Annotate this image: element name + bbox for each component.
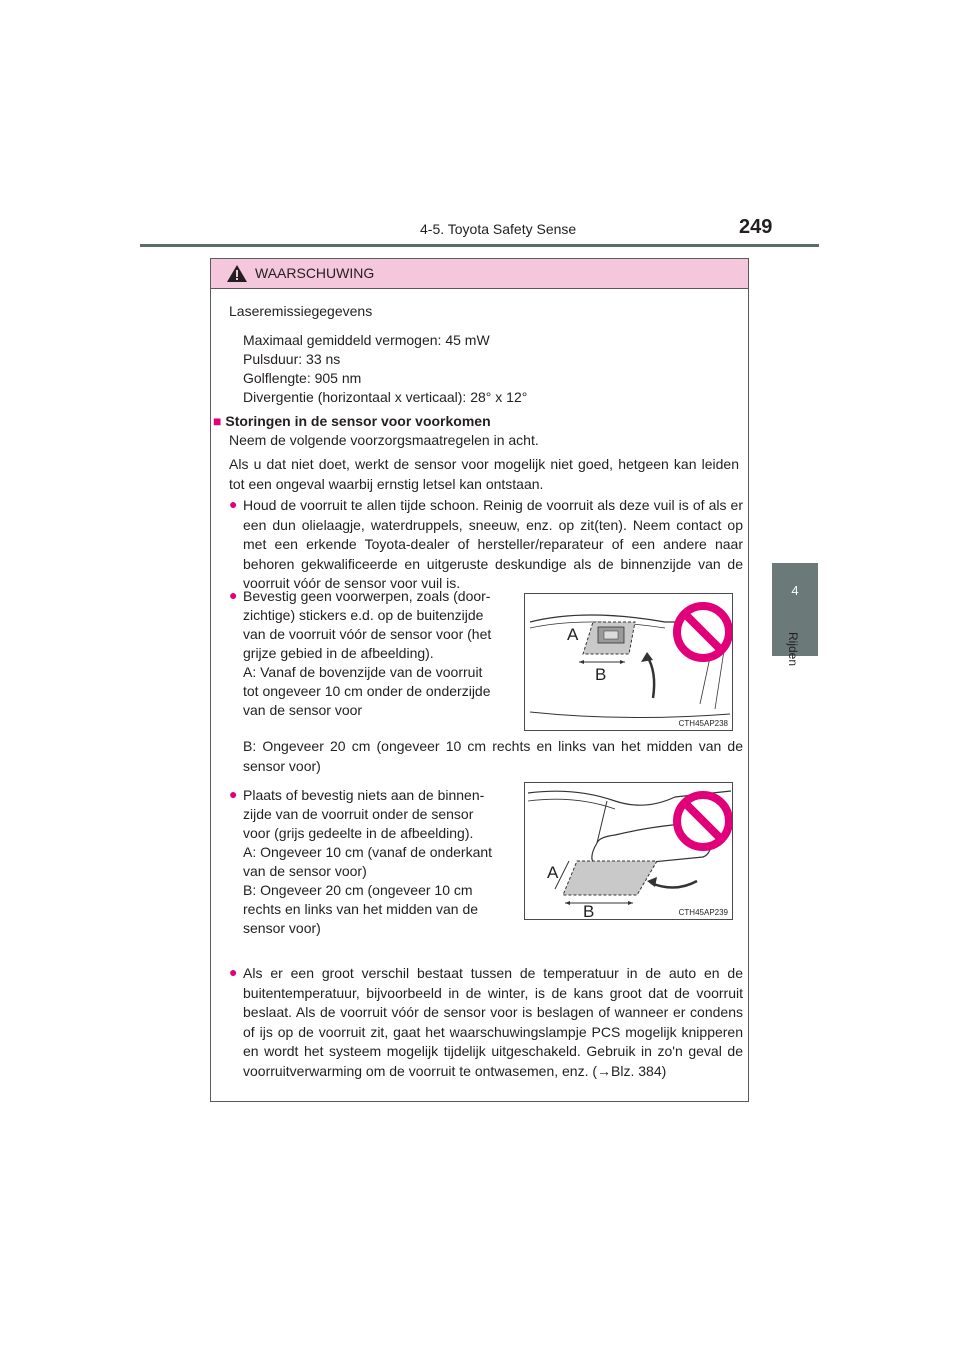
bullet-text: tot ongeveer 10 cm onder de onderzijde bbox=[243, 683, 491, 699]
bullet-text: zijde van de voorruit onder de sensor bbox=[243, 806, 474, 822]
header-divider bbox=[140, 244, 819, 247]
bullet-text: voor (grijs gedeelte in de afbeelding). bbox=[243, 825, 474, 841]
bullet-text: Als er een groot verschil bestaat tussen de temperatuur in de auto en de buitentemperatuur, bijvoorbeeld in de winter, is de kans groot dat de voorruit beslaat. Als de voorruit vóór de sensor voor is beslagen of wanneer er condens of ijs op de voorruit zit, gaat het waarschuwingslampje PCS mogelijk knipperen en wordt het systeem mogelijk tijdelijk uitgeschakeld. Gebruik in zo'n geval de voorruitverwarming om de voorruit te ontwasemen, enz. (→Blz. 384) bbox=[243, 965, 743, 1079]
bullet-text: A: Ongeveer 10 cm (vanaf de onderkant bbox=[243, 844, 493, 860]
page-number: 249 bbox=[739, 216, 773, 238]
bullet-text: sensor voor) bbox=[243, 920, 321, 936]
section-title: 4-5. Toyota Safety Sense bbox=[420, 221, 577, 237]
bullet-text: Bevestig geen voorwerpen, zoals (door- bbox=[243, 588, 491, 604]
figure-code: CTH45AP239 bbox=[678, 908, 728, 917]
bullet-text: Houd de voorruit te allen tijde schoon. Reinig de voorruit als deze vuil is of als er een dun olielaagje, waterdruppels, sneeuw, enz. op zit(ten). Neem contact op met een erkende Toyota-dealer of hersteller/reparateur of een andere naar behoren gekwalificeerde en uitgeruste deskundige als de binnenzijde van de voorruit vóór de sensor voor vuil is. bbox=[243, 497, 743, 591]
bullet-text: zichtige) stickers e.d. op de buitenzijde bbox=[243, 607, 484, 623]
figure-label-b: B bbox=[595, 665, 607, 684]
bullet-icon: ● bbox=[229, 786, 238, 802]
warning-title: WAARSCHUWING bbox=[255, 265, 375, 281]
warning-triangle-icon bbox=[227, 265, 247, 287]
bullet-text: grijze gebied in de afbeelding). bbox=[243, 645, 434, 661]
bullet-text: B: Ongeveer 20 cm (ongeveer 10 cm rechts en links van het midden van de sensor voor) bbox=[243, 738, 743, 774]
warning-box bbox=[210, 258, 749, 1102]
bullet-text: van de sensor voor bbox=[243, 702, 363, 718]
figure-label-a: A bbox=[567, 625, 579, 644]
bullet-text: Plaats of bevestig niets aan de binnen- bbox=[243, 787, 485, 803]
laser-spec: Maximaal gemiddeld vermogen: 45 mW bbox=[243, 332, 490, 348]
bullet-icon: ● bbox=[229, 964, 238, 980]
laser-heading: Laseremissiegegevens bbox=[229, 303, 373, 319]
bullet-text: B: Ongeveer 20 cm (ongeveer 10 cm bbox=[243, 882, 473, 898]
chapter-number: 4 bbox=[791, 583, 799, 598]
bullet-text: rechts en links van het midden van de bbox=[243, 901, 479, 917]
warning-header bbox=[211, 259, 748, 289]
bullet-icon: ● bbox=[229, 496, 238, 512]
figure-label-a: A bbox=[547, 863, 559, 882]
intro-text: Neem de volgende voorzorgsmaatregelen in acht. bbox=[229, 432, 539, 448]
bullet-text: A: Vanaf de bovenzijde van de voorruit bbox=[243, 664, 483, 680]
chapter-label: Rijden bbox=[786, 632, 800, 667]
bullet-icon: ● bbox=[229, 587, 238, 603]
bullet-text: van de voorruit vóór de sensor voor (het bbox=[243, 626, 492, 642]
laser-spec: Divergentie (horizontaal x verticaal): 28° x 12° bbox=[243, 389, 528, 405]
figure-sensor-windshield bbox=[524, 593, 733, 731]
section-heading: ■ Storingen in de sensor voor voorkomen bbox=[213, 413, 491, 429]
laser-spec: Golflengte: 905 nm bbox=[243, 370, 362, 386]
square-bullet-icon: ■ bbox=[213, 413, 222, 429]
figure-code: CTH45AP238 bbox=[678, 719, 728, 728]
figure-mirror-area bbox=[524, 782, 733, 920]
bullet-text: van de sensor voor) bbox=[243, 863, 367, 879]
intro-text: Als u dat niet doet, werkt de sensor voor mogelijk niet goed, hetgeen kan leiden tot een ongeval waarbij ernstig letsel kan ontstaan. bbox=[229, 456, 739, 492]
figure-label-b: B bbox=[583, 902, 595, 920]
laser-spec: Pulsduur: 33 ns bbox=[243, 351, 341, 367]
